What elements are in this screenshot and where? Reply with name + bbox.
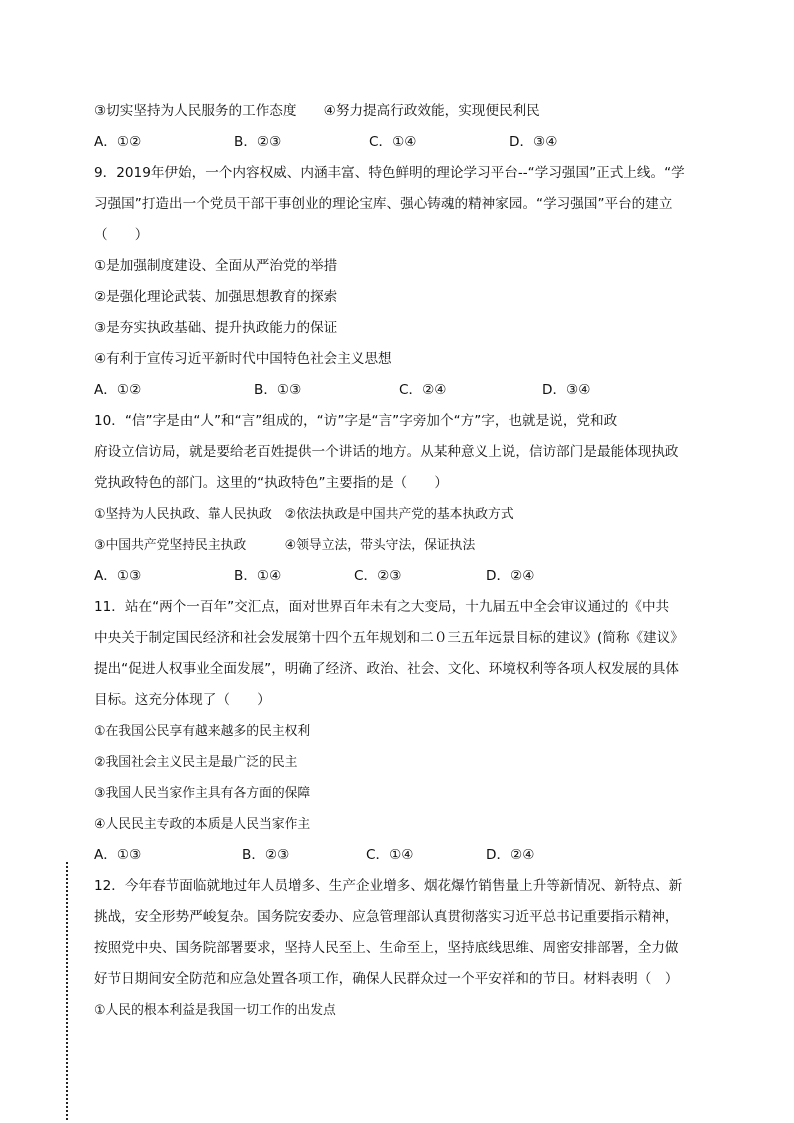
q10-option: ①坚持为人民执政、靠人民执政 ②依法执政是中国共产党的基本执政方式 [94,507,514,522]
q9-choice-d[interactable]: D．③④ [542,382,591,398]
q10-choice-a[interactable]: A．①③ [94,568,142,584]
q11-choices [94,840,714,871]
q11-option: ④人民民主专政的本质是人民当家作主 [94,817,311,832]
q9-answer-blank: （ ） [94,227,149,243]
q9-stem-line: 9．2019年伊始，一个内容权威、内涵丰富、特色鲜明的理论学习平台--“学习强国”正式上线。“学 [94,165,685,181]
q9-choice-a[interactable]: A．①② [94,382,142,398]
q9-option: ③是夯实执政基础、提升执政能力的保证 [94,320,338,336]
q11-choice-d[interactable]: D．②④ [486,847,535,863]
q12-stem-line: 挑战，安全形势严峻复杂。国务院安委办、应急管理部认真贯彻落实习近平总书记重要指示精神， [94,909,679,925]
q9-option: ④有利于宣传习近平新时代中国特色社会主义思想 [94,351,392,367]
q11-choice-a[interactable]: A．①③ [94,847,142,863]
q9-stem-line: 习强国”打造出一个党员干部干事创业的理论宝库、强心铸魂的精神家园。“学习强国”平台的建立 [94,196,673,212]
q8-choice-c[interactable]: C．①④ [369,134,417,150]
q8-option-line: ③切实坚持为人民服务的工作态度 ④努力提高行政效能，实现便民利民 [94,103,540,119]
q10-choice-b[interactable]: B．①④ [234,568,282,584]
q11-stem-line: 目标。这充分体现了（ ） [94,692,271,708]
q8-choice-d[interactable]: D．③④ [509,134,558,150]
q10-choices [94,561,714,592]
q12-stem-line: 按照党中央、国务院部署要求，坚持人民至上、生命至上，坚持底线思维、周密安排部署，全力做 [94,940,679,956]
q9-choice-c[interactable]: C．②④ [399,382,447,398]
q9-choices [94,375,714,406]
q11-stem-line: 中央关于制定国民经济和社会发展第十四个五年规划和二０三五年远景目标的建议》(简称《建议》 [94,630,684,646]
q10-stem-line: 10．“信”字是由“人”和“言”组成的，“访”字是“言”字旁加个“方”字，也就是说，党和政 [94,413,618,429]
q10-choice-d[interactable]: D．②④ [486,568,535,584]
q9-option: ①是加强制度建设、全面从严治党的举措 [94,258,338,274]
document-page [94,96,714,1026]
q10-choice-c[interactable]: C．②③ [354,568,402,584]
q9-option: ②是强化理论武装、加强思想教育的探索 [94,289,338,305]
q12-option: ①人民的根本利益是我国一切工作的出发点 [94,1003,336,1018]
q8-choice-b[interactable]: B．②③ [234,134,282,150]
q10-stem-line: 府设立信访局，就是要给老百姓提供一个讲话的地方。从某种意义上说，信访部门是最能体现执政 [94,444,679,460]
q11-choice-c[interactable]: C．①④ [366,847,414,863]
q11-stem-line: 提出“促进人权事业全面发展”，明确了经济、政治、社会、文化、环境权利等各项人权发展的具体 [94,661,680,677]
q12-stem-line: 12．今年春节面临就地过年人员增多、生产企业增多、烟花爆竹销售量上升等新情况、新特点、新 [94,878,683,894]
q8-choices [94,127,714,158]
binding-margin-dots [66,862,68,1120]
q11-stem-line: 11．站在“两个一百年”交汇点，面对世界百年未有之大变局，十九届五中全会审议通过的《中共 [94,599,670,615]
q12-stem-line: 好节日期间安全防范和应急处置各项工作，确保人民群众过一个平安祥和的节日。材料表明（ ） [94,971,679,987]
q8-choice-a[interactable]: A．①② [94,134,142,150]
q10-stem-line: 党执政特色的部门。这里的“执政特色”主要指的是（ ） [94,475,448,491]
q11-option: ②我国社会主义民主是最广泛的民主 [94,755,298,770]
q10-option: ③中国共产党坚持民主执政 ④领导立法，带头守法，保证执法 [94,538,476,553]
q11-option: ①在我国公民享有越来越多的民主权利 [94,724,311,739]
q11-choice-b[interactable]: B．②③ [242,847,290,863]
q11-option: ③我国人民当家作主具有各方面的保障 [94,786,311,801]
q9-choice-b[interactable]: B．①③ [254,382,302,398]
